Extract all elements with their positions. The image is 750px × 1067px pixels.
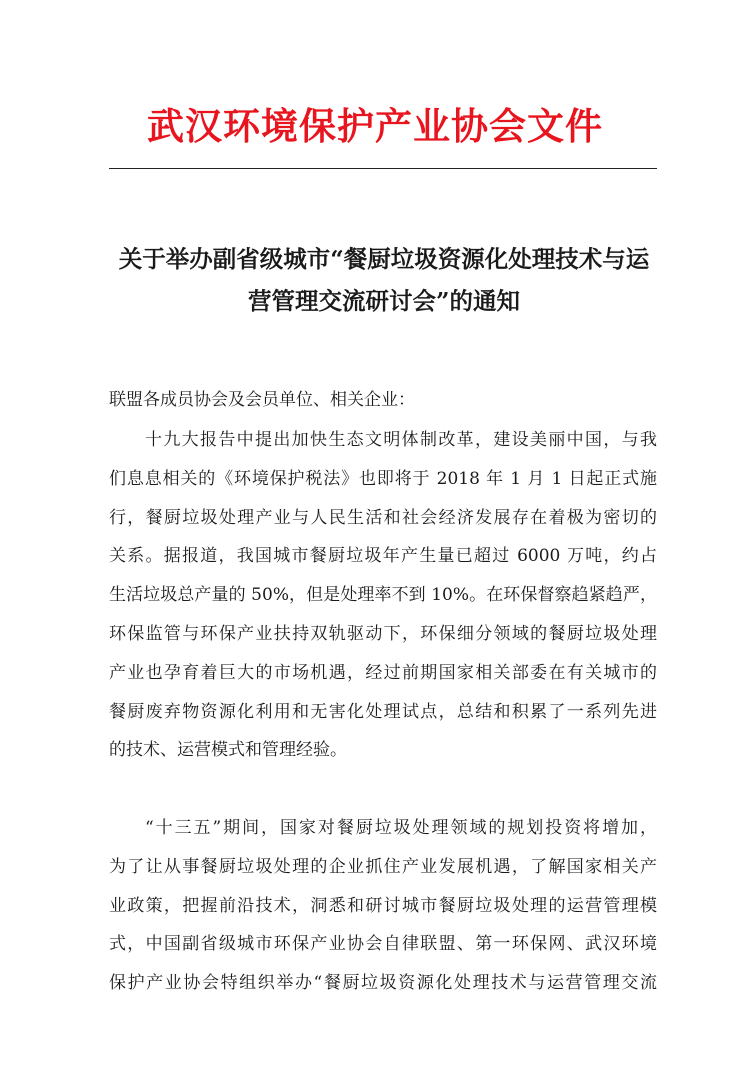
paragraph-line: 生活垃圾总产量的 50%，但是处理率不到 10%。在环保督察趋紧趋严， — [109, 585, 657, 606]
paragraph-line: 们息息相关的《环境保护税法》也即将于 2018 年 1 月 1 日起正式施 — [109, 468, 657, 489]
header-divider — [109, 168, 657, 169]
salutation: 联盟各成员协会及会员单位、相关企业： — [109, 390, 415, 410]
notice-title-line: 关于举办副省级城市“餐厨垃圾资源化处理技术与运 — [118, 245, 650, 273]
paragraph-line: 环保监管与环保产业扶持双轨驱动下，环保细分领域的餐厨垃圾处理 — [109, 623, 657, 644]
paragraph-line: 十九大报告中提出加快生态文明体制改革，建设美丽中国，与我 — [145, 430, 657, 450]
paragraph-line: 关系。据报道，我国城市餐厨垃圾年产生量已超过 6000 万吨，约占 — [109, 546, 657, 567]
paragraph-line: 餐厨废弃物资源化利用和无害化处理试点，总结和积累了一系列先进 — [109, 701, 657, 722]
paragraph-line: 保护产业协会特组织举办“餐厨垃圾资源化处理技术与运营管理交流 — [109, 973, 657, 994]
notice-title — [104, 238, 664, 322]
document-header-title: 武汉环境保护产业协会文件 — [147, 105, 603, 148]
paragraph-line: 式，中国副省级城市环保产业协会自律联盟、第一环保网、武汉环境 — [109, 934, 657, 955]
body-paragraph-1 — [109, 428, 657, 777]
body-paragraph-2 — [109, 816, 657, 1010]
paragraph-line: “十三五”期间，国家对餐厨垃圾处理领域的规划投资将增加， — [145, 818, 657, 838]
paragraph-line: 的技术、运营模式和管理经验。 — [109, 740, 347, 761]
notice-title-line: 营管理交流研讨会”的通知 — [247, 287, 521, 315]
paragraph-line: 业政策，把握前沿技术，洞悉和研讨城市餐厨垃圾处理的运营管理模 — [109, 895, 657, 916]
paragraph-line: 产业也孕育着巨大的市场机遇，经过前期国家相关部委在有关城市的 — [109, 662, 657, 683]
paragraph-line: 为了让从事餐厨垃圾处理的企业抓住产业发展机遇，了解国家相关产 — [109, 856, 657, 877]
paragraph-line: 行，餐厨垃圾处理产业与人民生活和社会经济发展存在着极为密切的 — [109, 507, 657, 528]
